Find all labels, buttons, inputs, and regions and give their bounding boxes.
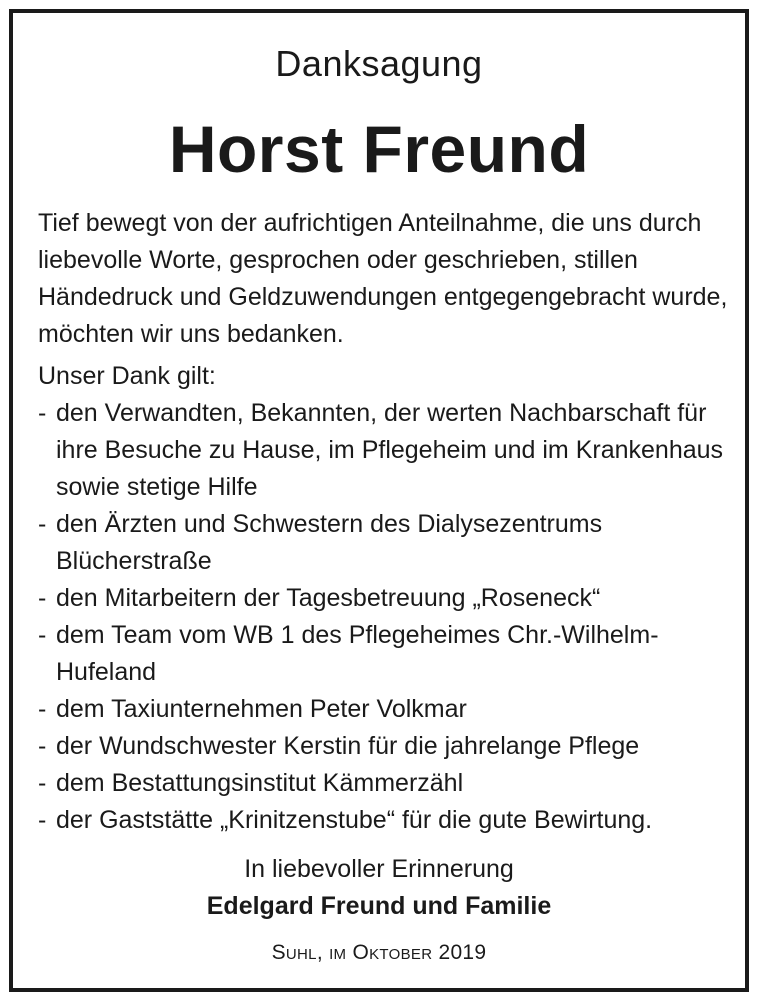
thanks-item-text: dem Bestattungsinstitut Kämmerzähl [56,769,464,797]
thanks-intro: Unser Dank gilt: [38,362,216,390]
closing-block [13,851,745,925]
thanks-item [38,765,728,802]
dash-marker: - [38,584,47,612]
thanks-item [38,506,728,580]
deceased-name: Horst Freund [168,112,590,186]
dash-marker: - [38,510,47,538]
thanks-item-text: den Mitarbeitern der Tagesbetreuung „Roseneck“ [56,584,601,612]
dash-marker: - [38,621,47,649]
dash-marker: - [38,695,47,723]
thanks-item [38,580,728,617]
thanks-item-text: der Gaststätte „Krinitzenstube“ für die gute Bewirtung. [56,806,653,834]
thanks-item-text: den Verwandten, Bekannten, der werten Nachbarschaft für ihre Besuche zu Hause, im Pflegeheim und im Krankenhaus sowie stetige Hilfe [56,399,724,501]
dash-marker: - [38,769,47,797]
thanks-item-text: den Ärzten und Schwestern des Dialysezentrums Blücherstraße [56,510,603,575]
notice-heading: Danksagung [275,43,483,84]
thanks-item-text: dem Taxiunternehmen Peter Volkmar [56,695,467,723]
thanks-item [38,728,728,765]
thanks-section [38,358,728,839]
thanks-item-text: der Wundschwester Kerstin für die jahrelange Pflege [56,732,640,760]
dash-marker: - [38,399,47,427]
thanks-item [38,691,728,728]
intro-paragraph [38,205,728,353]
dash-marker: - [38,732,47,760]
thanks-item [38,617,728,691]
dash-marker: - [38,806,47,834]
signature: Edelgard Freund und Familie [206,892,552,920]
notice-frame [9,9,749,992]
intro-text: Tief bewegt von der aufrichtigen Anteilnahme, die uns durch liebevolle Worte, gesprochen oder geschrieben, stillen Händedruck und Geldzuwendungen entgegengebracht wurde, möchten wir uns bedanken. [38,209,728,348]
closing-line: In liebevoller Erinnerung [244,855,514,883]
thanks-list [38,395,728,839]
place-date: Suhl, im Oktober 2019 [271,941,487,964]
thanks-item [38,395,728,506]
thanks-item-text: dem Team vom WB 1 des Pflegeheimes Chr.-Wilhelm-Hufeland [56,621,659,686]
thanks-item [38,802,728,839]
